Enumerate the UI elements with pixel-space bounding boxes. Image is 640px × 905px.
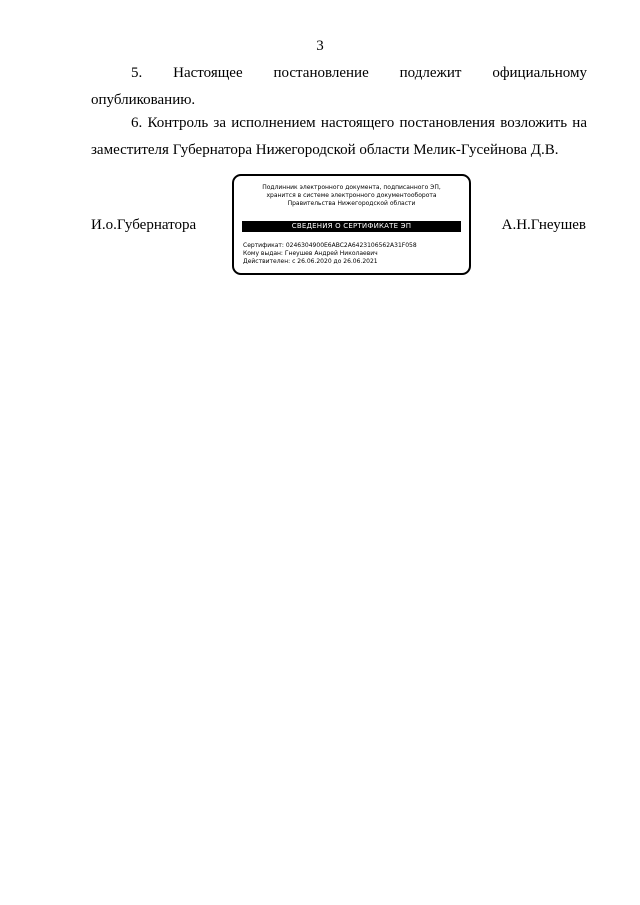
stamp-header-line-3: Правительства Нижегородской области	[287, 200, 416, 207]
paragraph-5	[91, 60, 587, 114]
paragraph-5-line-2: опубликованию.	[91, 92, 196, 108]
signatory-name: А.Н.Гнеушев	[501, 217, 586, 233]
paragraph-5-word-1: Настоящее	[173, 65, 243, 81]
stamp-header-line-2: хранится в системе электронного документооборота	[266, 192, 437, 199]
stamp-validity: Действителен: с 26.06.2020 до 26.06.2021	[243, 258, 378, 265]
paragraph-5-word-2: постановление	[273, 65, 369, 81]
paragraph-5-word-3: подлежит	[399, 65, 462, 81]
paragraph-5-word-4: официальному	[492, 65, 587, 81]
page-number: 3	[316, 38, 324, 54]
stamp-issued-to: Кому выдан: Гнеушев Андрей Николаевич	[243, 250, 378, 257]
electronic-signature-stamp	[232, 174, 471, 275]
paragraph-5-number: 5.	[131, 65, 143, 81]
signatory-position: И.о.Губернатора	[91, 217, 197, 233]
paragraph-6: 6. Контроль за исполнением настоящего постановления возложить на заместителя Губернатора Нижегородской области Мелик-Гусейнова Д.В.	[91, 115, 587, 158]
stamp-certificate-info	[243, 242, 463, 266]
stamp-title-bar: СВЕДЕНИЯ О СЕРТИФИКАТЕ ЭП	[242, 221, 461, 232]
paragraph-5-line-1	[91, 60, 587, 87]
stamp-header-line-1: Подлинник электронного документа, подписанного ЭП,	[262, 184, 441, 191]
stamp-certificate-number: Сертификат: 0246304900E6ABC2A6423106562A31F058	[243, 242, 417, 249]
stamp-header	[242, 184, 461, 208]
